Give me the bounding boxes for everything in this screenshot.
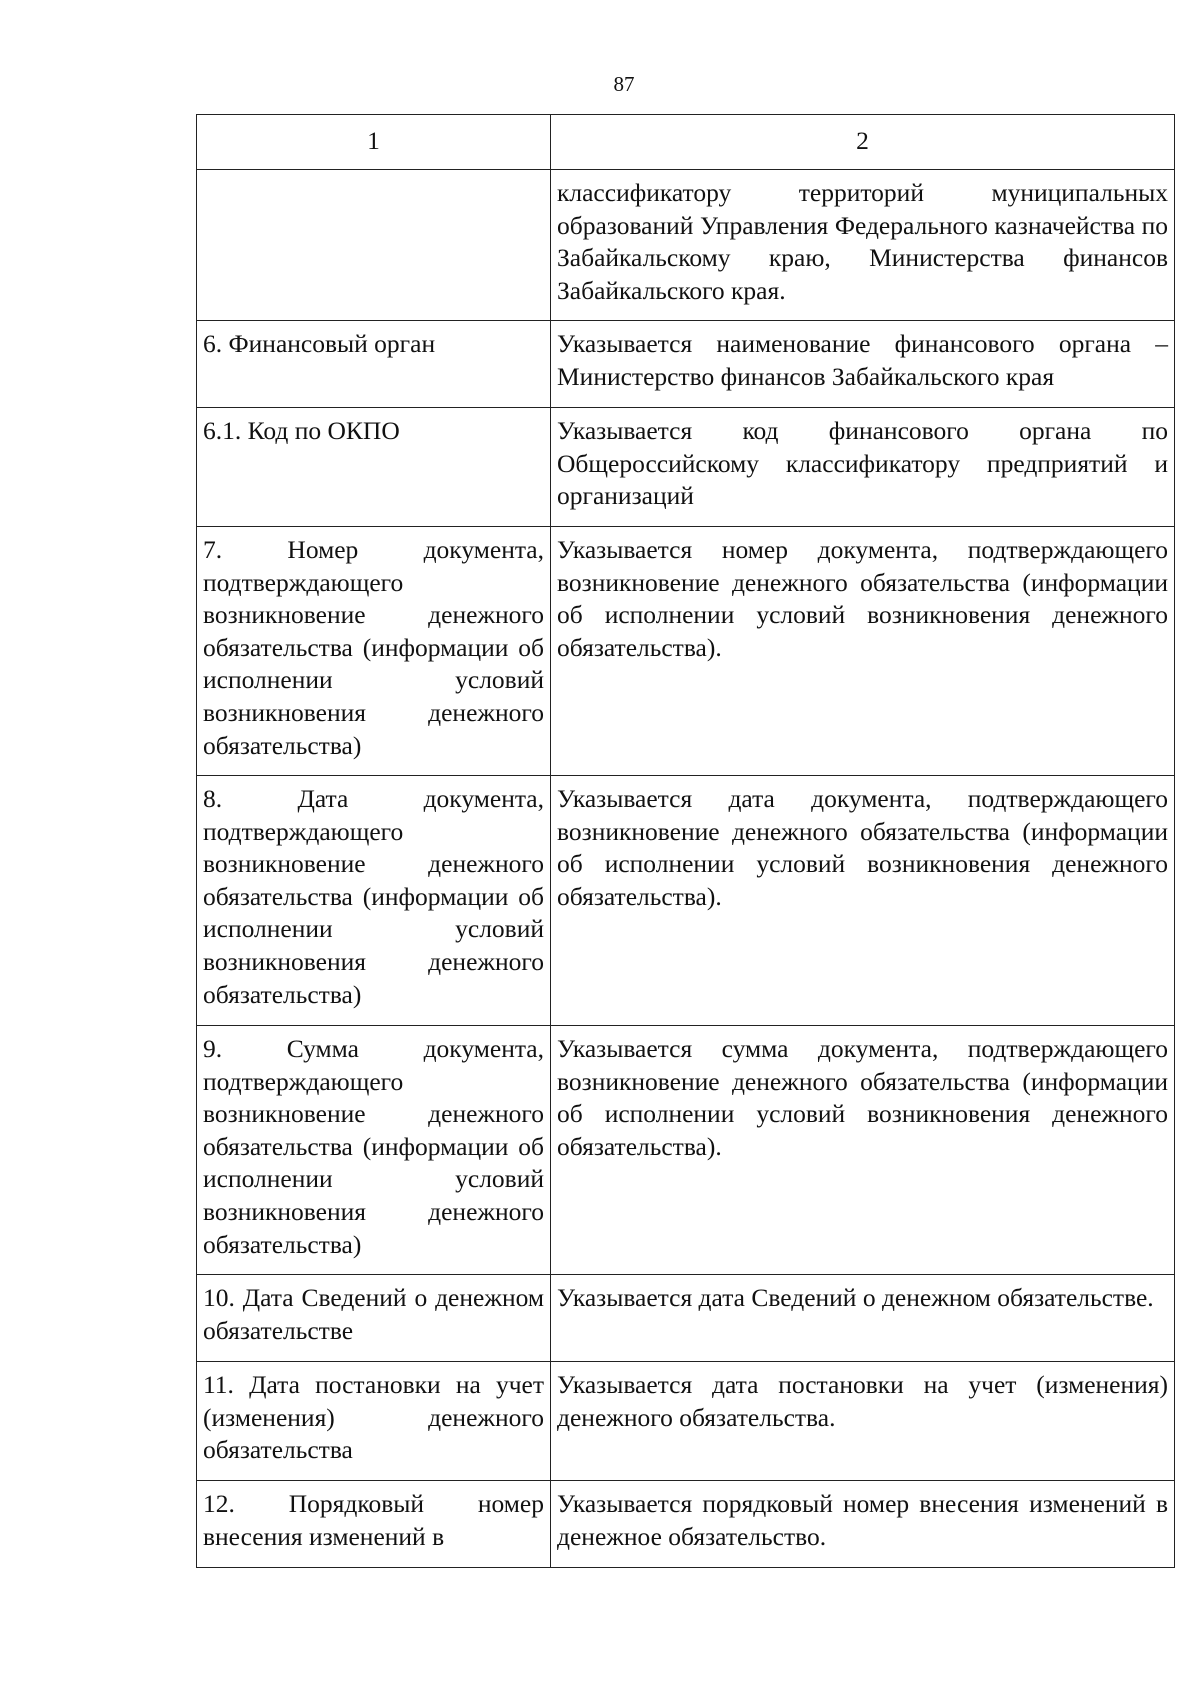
column-header-2: 2 xyxy=(551,115,1175,170)
table-row xyxy=(197,1026,1175,1275)
field-name-cell: 12. Порядковый номер внесения изменений в xyxy=(197,1481,551,1568)
field-description-cell: Указывается дата Сведений о денежном обязательстве. xyxy=(551,1275,1175,1362)
table-row xyxy=(197,527,1175,776)
table-row xyxy=(197,1481,1175,1568)
field-name-cell: 6.1. Код по ОКПО xyxy=(197,408,551,527)
field-description-cell: Указывается код финансового органа по Общероссийскому классификатору предприятий и организаций xyxy=(551,408,1175,527)
field-description-cell: Указывается дата постановки на учет (изменения) денежного обязательства. xyxy=(551,1362,1175,1481)
field-description-cell: Указывается дата документа, подтверждающего возникновение денежного обязательства (информации об исполнении условий возникновения денежного обязательства). xyxy=(551,776,1175,1026)
field-name-cell: 7. Номер документа, подтверждающего возникновение денежного обязательства (информации об исполнении условий возникновения денежного обязательства) xyxy=(197,527,551,776)
field-description-cell: Указывается порядковый номер внесения изменений в денежное обязательство. xyxy=(551,1481,1175,1568)
field-name-cell: 6. Финансовый орган xyxy=(197,321,551,408)
field-name-cell: 11. Дата постановки на учет (изменения) денежного обязательства xyxy=(197,1362,551,1481)
page-number: 87 xyxy=(613,72,635,96)
field-description-cell: Указывается сумма документа, подтверждающего возникновение денежного обязательства (информации об исполнении условий возникновения денежного обязательства). xyxy=(551,1026,1175,1275)
field-name-cell: 10. Дата Сведений о денежном обязательстве xyxy=(197,1275,551,1362)
field-description-cell: Указывается номер документа, подтверждающего возникновение денежного обязательства (информации об исполнении условий возникновения денежного обязательства). xyxy=(551,527,1175,776)
field-description-cell: классификатору территорий муниципальных образований Управления Федерального казначейства по Забайкальскому краю, Министерства финансов Забайкальского края. xyxy=(551,170,1175,321)
table-row xyxy=(197,1362,1175,1481)
table-row xyxy=(197,1275,1175,1362)
table-row xyxy=(197,408,1175,527)
document-table xyxy=(196,114,1175,1568)
field-description-cell: Указывается наименование финансового органа – Министерство финансов Забайкальского края xyxy=(551,321,1175,408)
field-name-cell: 9. Сумма документа, подтверждающего возникновение денежного обязательства (информации об исполнении условий возникновения денежного обязательства) xyxy=(197,1026,551,1275)
field-name-cell: 8. Дата документа, подтверждающего возникновение денежного обязательства (информации об исполнении условий возникновения денежного обязательства) xyxy=(197,776,551,1026)
field-name-cell xyxy=(197,170,551,321)
column-header-1: 1 xyxy=(197,115,551,170)
table-row xyxy=(197,776,1175,1026)
table-header-row xyxy=(197,115,1175,170)
table-row xyxy=(197,170,1175,321)
table-row xyxy=(197,321,1175,408)
